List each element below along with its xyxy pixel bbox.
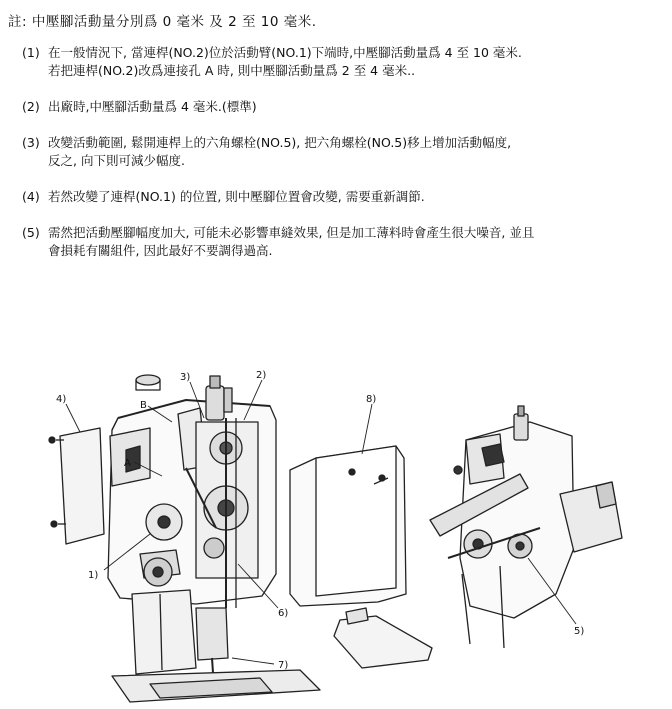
list-item: [22, 134, 662, 170]
item-number: (4): [22, 189, 40, 204]
figure-label: 8): [366, 394, 377, 405]
item-text-line: 會損耗有關組件, 因此最好不要調得過高.: [48, 243, 273, 258]
item-text-line: 若然改變了連桿(NO.1) 的位置, 則中壓腳位置會改變, 需要重新調節.: [48, 189, 425, 204]
machine-diagram: [0, 358, 672, 709]
instruction-list: [22, 44, 662, 278]
item-text-line: 需然把活動壓腳幅度加大, 可能未必影響車縫效果, 但是加工薄料時會產生很大噪音, 並且: [48, 225, 535, 240]
list-item: [22, 98, 662, 116]
figure-label: 4): [56, 394, 67, 405]
list-item: [22, 224, 662, 260]
figure-label: 1): [88, 570, 99, 581]
note-heading: 註: 中壓腳活動量分別爲 0 毫米 及 2 至 10 毫米.: [8, 14, 317, 30]
figure-label: 6): [278, 608, 289, 619]
item-number: (3): [22, 135, 40, 150]
item-number: (1): [22, 45, 40, 60]
figure-label: 7): [278, 660, 289, 671]
list-item: [22, 188, 662, 206]
item-text-line: 在一般情況下, 當連桿(NO.2)位於活動臂(NO.1)下端時,中壓腳活動量爲 4 至 10 毫米.: [48, 45, 522, 60]
item-number: (5): [22, 225, 40, 240]
item-text-line: 反之, 向下則可減少幅度.: [48, 153, 185, 168]
figure-label: A: [124, 458, 131, 469]
item-text-line: 出廠時,中壓腳活動量爲 4 毫米.(標準): [48, 99, 257, 114]
item-number: (2): [22, 99, 40, 114]
figure-label: 5): [574, 626, 585, 637]
item-text-line: 若把連桿(NO.2)改爲連接孔 A 時, 則中壓腳活動量爲 2 至 4 毫米..: [48, 63, 416, 78]
figure-label: 2): [256, 370, 267, 381]
list-item: [22, 44, 662, 80]
figure-label: B: [140, 400, 147, 411]
figure-label: 3): [180, 372, 191, 383]
item-text-line: 改變活動範圍, 鬆開連桿上的六角螺栓(NO.5), 把六角螺栓(NO.5)移上增加活動幅度,: [48, 135, 512, 150]
